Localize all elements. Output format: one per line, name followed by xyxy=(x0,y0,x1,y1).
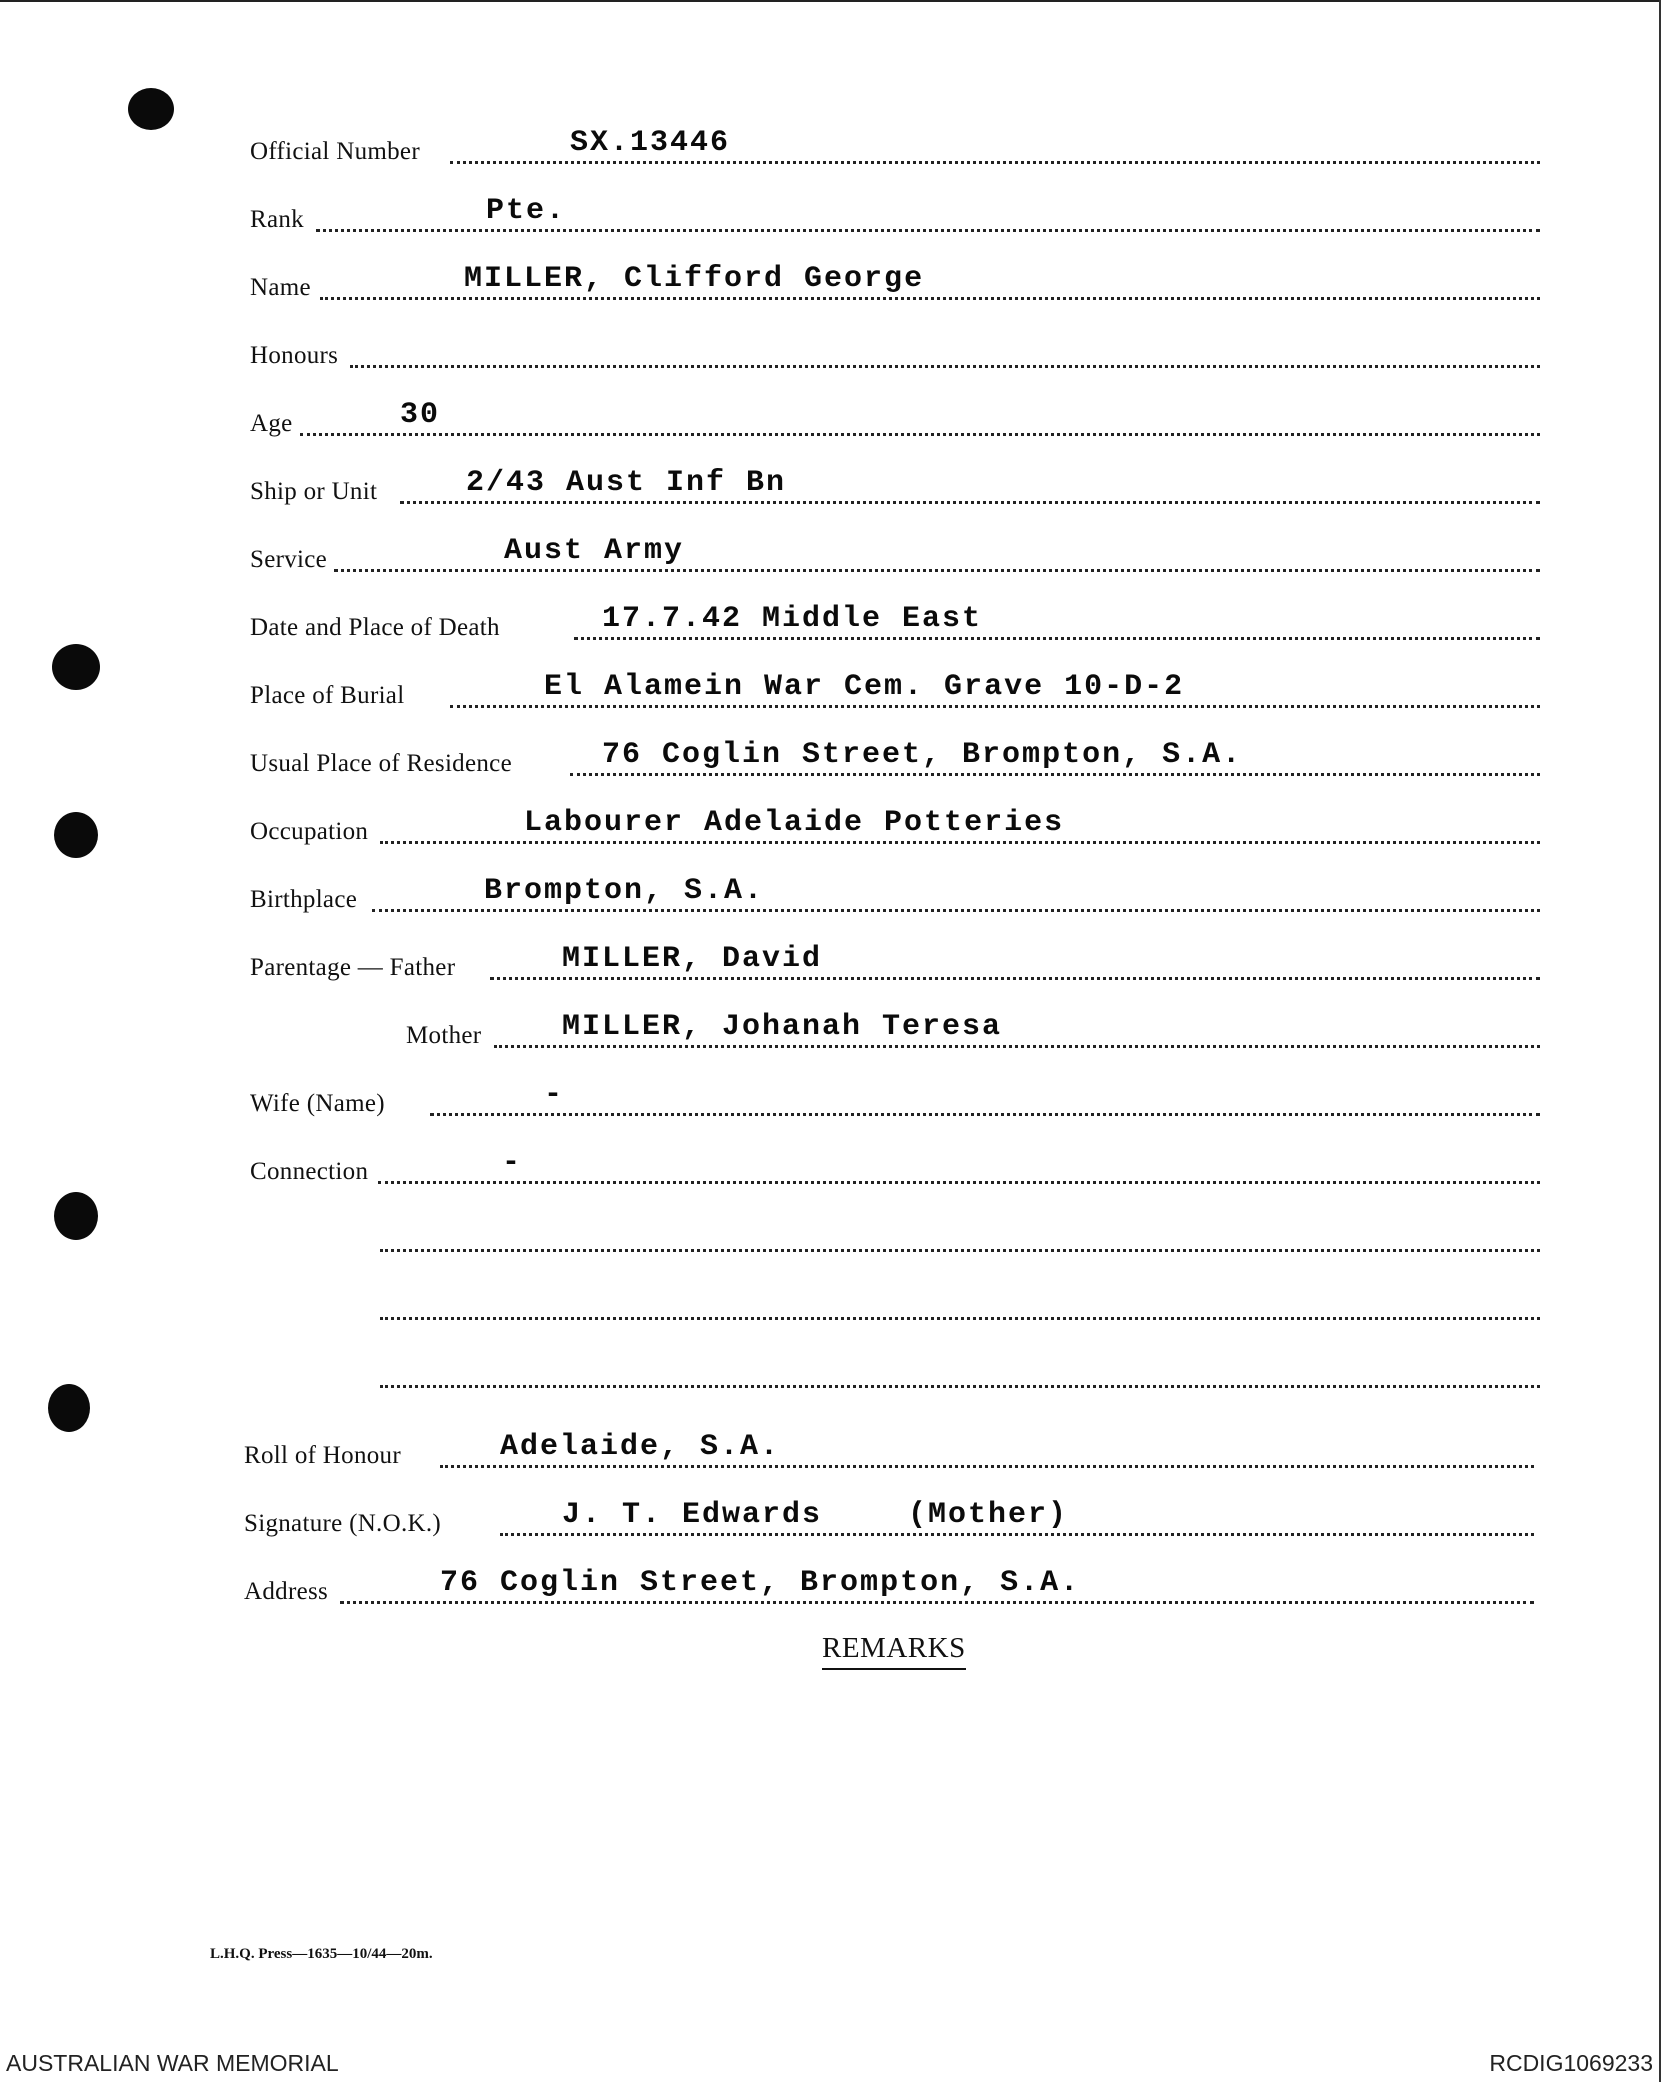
father-label: Parentage — Father xyxy=(250,954,456,981)
signature-relation: (Mother) xyxy=(908,1498,1069,1532)
dotted-line xyxy=(494,1045,1540,1048)
connection-label: Connection xyxy=(250,1158,369,1185)
roll-of-honour-value: Adelaide, S.A. xyxy=(500,1430,781,1464)
usual-residence-row xyxy=(250,732,1540,782)
connection-continuation-3 xyxy=(250,1344,1540,1394)
punch-hole-4 xyxy=(54,1192,98,1240)
dotted-line xyxy=(334,569,1540,572)
service-label: Service xyxy=(250,546,328,573)
press-mark: L.H.Q. Press—1635—10/44—20m. xyxy=(210,1946,433,1962)
mother-value: MILLER, Johanah Teresa xyxy=(562,1010,1003,1044)
connection-continuation-1 xyxy=(250,1208,1540,1258)
dotted-line xyxy=(450,705,1540,708)
mother-label: Mother xyxy=(406,1022,482,1049)
address-label: Address xyxy=(244,1578,329,1605)
address-value: 76 Coglin Street, Brompton, S.A. xyxy=(440,1566,1081,1600)
remarks-heading: REMARKS xyxy=(822,1632,966,1670)
wife-label: Wife (Name) xyxy=(250,1090,385,1117)
connection-row xyxy=(250,1140,1540,1190)
punch-hole-3 xyxy=(54,812,98,858)
occupation-label: Occupation xyxy=(250,818,369,845)
connection-value: - xyxy=(502,1146,523,1180)
occupation-row xyxy=(250,800,1540,850)
dotted-line xyxy=(450,161,1540,164)
dotted-line xyxy=(300,433,1540,436)
usual-residence-value: 76 Coglin Street, Brompton, S.A. xyxy=(602,738,1243,772)
address-row xyxy=(244,1560,1534,1610)
dotted-line xyxy=(316,229,1540,232)
footer-archive-name: AUSTRALIAN WAR MEMORIAL xyxy=(6,2050,339,2076)
dotted-line xyxy=(372,909,1540,912)
father-row xyxy=(250,936,1540,986)
rank-value: Pte. xyxy=(486,194,567,228)
rank-row xyxy=(250,188,1540,238)
dotted-line xyxy=(440,1465,1534,1468)
dotted-line xyxy=(570,773,1540,776)
date-place-death-value: 17.7.42 Middle East xyxy=(602,602,983,636)
signature-value: J. T. Edwards xyxy=(562,1498,823,1532)
usual-residence-label: Usual Place of Residence xyxy=(250,750,512,777)
wife-value: - xyxy=(544,1078,565,1112)
punch-hole-5 xyxy=(48,1384,90,1432)
punch-hole-1 xyxy=(128,88,174,130)
place-of-burial-value: El Alamein War Cem. Grave 10-D-2 xyxy=(544,670,1185,704)
wife-row xyxy=(250,1072,1540,1122)
scan-edge-top xyxy=(0,0,1661,2)
honours-row xyxy=(250,324,1540,374)
mother-row xyxy=(250,1004,1540,1054)
dotted-line xyxy=(380,841,1540,844)
age-label: Age xyxy=(250,410,293,437)
dotted-line xyxy=(380,1385,1540,1388)
date-place-death-row xyxy=(250,596,1540,646)
official-number-row xyxy=(250,120,1540,170)
name-value: MILLER, Clifford George xyxy=(464,262,925,296)
name-label: Name xyxy=(250,274,311,301)
official-number-label: Official Number xyxy=(250,138,420,165)
name-row xyxy=(250,256,1540,306)
service-value: Aust Army xyxy=(504,534,685,568)
birthplace-label: Birthplace xyxy=(250,886,358,913)
roll-of-honour-row xyxy=(244,1424,1534,1474)
dotted-line xyxy=(380,1249,1540,1252)
footer-record-id: RCDIG1069233 xyxy=(1489,2050,1653,2076)
roll-of-honour-label: Roll of Honour xyxy=(244,1442,401,1469)
dotted-line xyxy=(350,365,1540,368)
place-of-burial-label: Place of Burial xyxy=(250,682,405,709)
date-place-death-label: Date and Place of Death xyxy=(250,614,500,641)
place-of-burial-row xyxy=(250,664,1540,714)
signature-row xyxy=(244,1492,1534,1542)
father-value: MILLER, David xyxy=(562,942,823,976)
honours-label: Honours xyxy=(250,342,339,369)
dotted-line xyxy=(500,1533,1534,1536)
service-row xyxy=(250,528,1540,578)
dotted-line xyxy=(430,1113,1540,1116)
dotted-line xyxy=(340,1601,1534,1604)
dotted-line xyxy=(490,977,1540,980)
ship-or-unit-value: 2/43 Aust Inf Bn xyxy=(466,466,787,500)
dotted-line xyxy=(400,501,1540,504)
dotted-line xyxy=(320,297,1540,300)
dotted-line xyxy=(380,1317,1540,1320)
signature-label: Signature (N.O.K.) xyxy=(244,1510,442,1537)
age-row xyxy=(250,392,1540,442)
occupation-value: Labourer Adelaide Potteries xyxy=(524,806,1065,840)
rank-label: Rank xyxy=(250,206,304,233)
connection-continuation-2 xyxy=(250,1276,1540,1326)
punch-hole-2 xyxy=(52,644,100,690)
official-number-value: SX.13446 xyxy=(570,126,731,160)
ship-or-unit-label: Ship or Unit xyxy=(250,478,378,505)
age-value: 30 xyxy=(400,398,441,432)
birthplace-value: Brompton, S.A. xyxy=(484,874,765,908)
birthplace-row xyxy=(250,868,1540,918)
dotted-line xyxy=(574,637,1540,640)
ship-or-unit-row xyxy=(250,460,1540,510)
dotted-line xyxy=(378,1181,1540,1184)
